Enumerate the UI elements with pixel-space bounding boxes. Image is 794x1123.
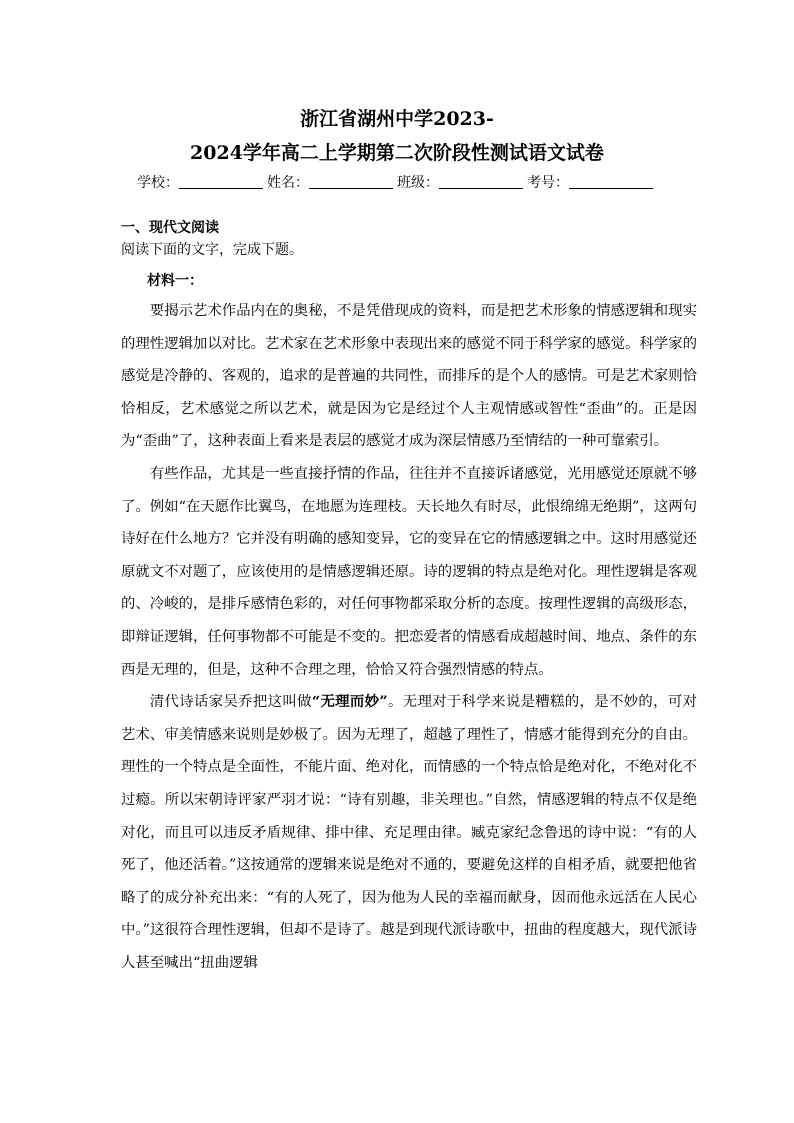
school-label: 学校： <box>137 175 179 191</box>
paragraph-1: 要揭示艺术作品内在的奥秘，不是凭借现成的资料，而是把艺术形象的情感逻辑和现实的理性逻辑加以对比。艺术家在艺术形象中表现出来的感觉不同于科学家的感觉。科学家的感觉是冷静的、客观的，追求的是普遍的共同性，而排斥的是个人的感情。可是艺术家则恰恰相反，艺术感觉之所以艺术，就是因为它是经过个人主观情感或智性“歪曲”的。正是因为“歪曲”了，这种表面上看来是表层的感觉才成为深层情感乃至情结的一种可靠索引。 <box>121 303 697 450</box>
name-blank[interactable] <box>309 173 393 189</box>
paragraph-2: 有些作品，尤其是一些直接抒情的作品，往往并不直接诉诸感觉，光用感觉还原就不够了。例如“在天愿作比翼鸟，在地愿为连理枝。天长地久有时尽，此恨绵绵无绝期”，这两句诗好在什么地方？它并没有明确的感知变异，它的变异在它的情感逻辑之中。这时用感觉还原就文不对题了，应该使用的是情感逻辑还原。诗的逻辑的特点是绝对化。理性逻辑是客观的、冷峻的，是排斥感情色彩的，对任何事物都采取分析的态度。按理性逻辑的高级形态，即辩证逻辑，任何事物都不可能是不变的。把恋爱者的情感看成超越时间、地点、条件的东西是无理的，但是，这种不合理之理，恰恰又符合强烈情感的特点。 <box>121 465 697 678</box>
name-label: 姓名： <box>267 175 309 191</box>
exam-number-label: 考号： <box>527 175 569 191</box>
paragraph-3-text-b: 。无理对于科学来说是糟糕的，是不妙的，可对艺术、审美情感来说则是妙极了。因为无理了，超越了理性了，情感才能得到充分的自由。理性的一个特点是全面性，不能片面、绝对化，而情感的一个特点恰是绝对化，不绝对化不过瘾。所以宋朝诗评家严羽才说：“诗有别趣，非关理也。”自然，情感逻辑的特点不仅是绝对化，而且可以违反矛盾规律、排中律、充足理由律。臧克家纪念鲁迅的诗中说：“有的人死了，他还活着。”这按通常的逻辑来说是绝对不通的，要避免这样的自相矛盾，就要把他省略了的成分补充出来：“有的人死了，因为他为人民的幸福而献身，因而他永远活在人民心中。”这很符合理性逻辑，但却不是诗了。越是到现代派诗歌中，扭曲的程度越大，现代派诗人甚至喊出“扭曲逻辑 <box>121 694 697 971</box>
material-label: 材料一： <box>147 273 203 289</box>
exam-number-blank[interactable] <box>569 173 653 189</box>
section-heading: 一、现代文阅读 <box>121 220 219 236</box>
class-label: 班级： <box>397 175 439 191</box>
class-blank[interactable] <box>439 173 523 189</box>
paragraph-3-text-a: 清代诗话家吴乔把这叫做 <box>149 694 312 711</box>
reading-passage <box>121 295 697 979</box>
paragraph-3 <box>121 686 697 979</box>
student-info-row <box>0 172 794 192</box>
page-title-line-1: 浙江省湖州中学2023- <box>300 108 494 130</box>
emphasis-phrase: “无理而妙” <box>311 693 388 711</box>
page-title-line-2: 2024学年高二上学期第二次阶段性测试语文试卷 <box>190 142 604 164</box>
school-blank[interactable] <box>179 173 263 189</box>
reading-instruction: 阅读下面的文字，完成下题。 <box>121 242 303 258</box>
